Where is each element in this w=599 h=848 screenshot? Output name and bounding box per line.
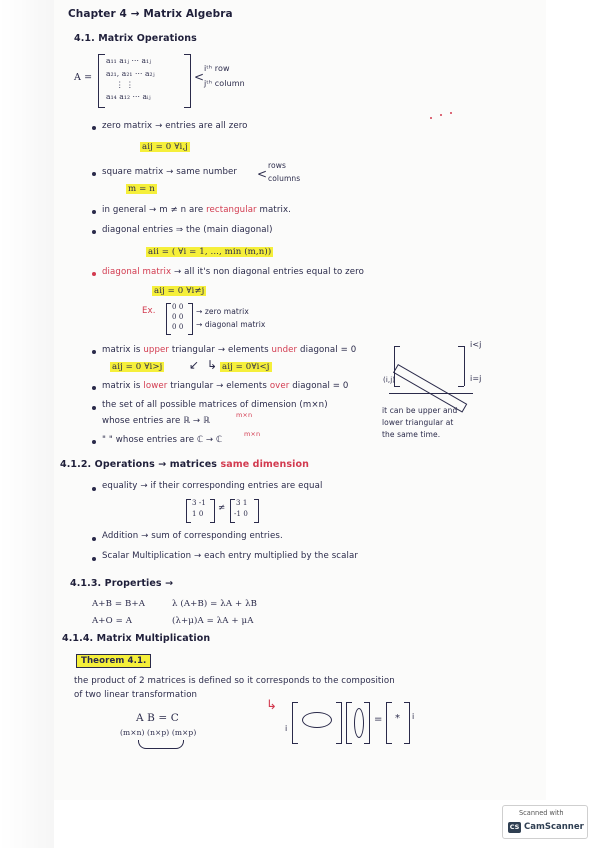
property-2: λ (A+B) = λA + λB <box>172 599 258 609</box>
eq-matrix-left-bracket <box>186 499 191 523</box>
theorem-line-2: of two linear transformation <box>74 690 198 700</box>
eq-matrix-2-row-2: -1 0 <box>234 510 248 518</box>
matrix-row-3: ⋮ ⋮ <box>116 80 134 89</box>
lower-suffix: diagonal = 0 <box>292 381 349 391</box>
general-line <box>102 205 291 215</box>
matrix-row-1: a₁₁ a₁ⱼ ··· a₁ⱼ <box>106 56 152 65</box>
mult-matrix-3-left-bracket <box>386 702 392 744</box>
mult-matrix-2-right-bracket <box>364 702 370 744</box>
property-4: (λ+μ)A = λA + μA <box>172 616 254 626</box>
upper-formula-2: aij = 0∀i<j <box>222 362 270 372</box>
figure-underline <box>389 393 473 394</box>
general-suffix: matrix. <box>259 205 291 215</box>
row-index-label: i <box>285 724 288 733</box>
bullet <box>92 487 96 491</box>
not-equal-sign: ≠ <box>218 503 226 513</box>
side-note-line-3: the same time. <box>382 430 441 439</box>
arrow-glyph: ↳ <box>207 358 218 372</box>
row-index-label-2: i <box>412 712 415 721</box>
notebook-page <box>54 0 546 800</box>
section-title-4-1-3: 4.1.3. Properties → <box>70 578 174 589</box>
example-matrix-row: 0 0 <box>172 313 184 321</box>
upper-triangular-line <box>102 345 356 355</box>
figure-label-i-eq-j: i=j <box>470 374 482 383</box>
eq-matrix-1-row-2: 1 0 <box>192 510 204 518</box>
figure-top-tick <box>394 346 400 347</box>
set-line-3: " " whose entries are ℂ → ℂ <box>102 435 223 445</box>
property-1: A+B = B+A <box>92 599 146 609</box>
figure-label-i-lt-j: i<j <box>470 340 482 349</box>
camscanner-logo-icon: CS <box>509 823 520 831</box>
diagonal-formula: aii = ( ∀i = 1, ..., min (m,n)) <box>148 247 272 257</box>
lower-over: over <box>269 381 290 391</box>
set-superscript-1: m×n <box>236 411 253 419</box>
figure-top-tick <box>458 346 464 347</box>
section-title-4-1-4: 4.1.4. Matrix Multiplication <box>62 633 211 644</box>
matrix-right-bracket <box>184 54 191 108</box>
square-rows: rows <box>268 161 286 170</box>
lower-term: lower <box>143 381 168 391</box>
matrix-row-4: a₁₄ a₁₂ ··· aᵢⱼ <box>106 92 151 101</box>
bullet <box>92 172 96 176</box>
upper-formula: aij = 0 ∀i>j <box>112 362 163 372</box>
column-note: jᵗʰ column <box>204 79 245 88</box>
example-matrix-row: 0 0 <box>172 303 184 311</box>
example-diagonal-matrix: → diagonal matrix <box>196 320 266 329</box>
scalar-multiplication-text: Scalar Multiplication → each entry multiplied by the scalar <box>102 551 358 561</box>
bullet <box>92 406 96 410</box>
red-mark <box>450 112 452 114</box>
product-dimensions: (m×n) (n×p) (m×p) <box>120 728 197 737</box>
section-title-4-1: 4.1. Matrix Operations <box>74 33 197 44</box>
equals-sign: = <box>374 714 383 725</box>
mult-matrix-2-left-bracket <box>346 702 352 744</box>
diagonal-matrix-term: diagonal matrix <box>102 267 172 277</box>
example-left-bracket <box>166 303 171 335</box>
section-title-4-1-2 <box>60 459 309 470</box>
red-arrow-icon: ↳ <box>266 698 277 713</box>
column-oval <box>354 708 364 738</box>
bullet <box>92 557 96 561</box>
camscanner-badge <box>502 805 588 839</box>
diagonal-matrix-formula: aij = 0 ∀i≠j <box>154 286 205 296</box>
brace-glyph: < <box>194 70 205 84</box>
dimension-brace <box>138 740 184 749</box>
red-mark <box>430 117 432 119</box>
lower-prefix: matrix is <box>102 381 141 391</box>
zero-matrix-text: zero matrix → entries are all zero <box>102 121 248 131</box>
side-note-line-1: it can be upper and <box>382 406 458 415</box>
upper-prefix: matrix is <box>102 345 141 355</box>
section-4-1-2-prefix: 4.1.2. Operations → matrices <box>60 459 218 470</box>
side-note-line-2: lower triangular at <box>382 418 454 427</box>
brace-glyph: < <box>257 167 268 181</box>
swap-arrow-glyph: ↙ <box>189 358 200 372</box>
eq-matrix-right-bracket <box>254 499 259 523</box>
matrix-lhs: A = <box>74 72 93 83</box>
bullet <box>92 210 96 214</box>
set-line-1: the set of all possible matrices of dimension (m×n) <box>102 400 328 410</box>
diagonal-entries-text: diagonal entries ⇒ the (main diagonal) <box>102 225 273 235</box>
diagonal-matrix-rest: → all it's non diagonal entries equal to zero <box>174 267 364 277</box>
figure-right-line <box>464 346 465 386</box>
figure-bottom-tick <box>394 386 400 387</box>
diagonal-matrix-line <box>102 267 364 277</box>
general-prefix: in general → m ≠ n are <box>102 205 204 215</box>
set-line-2: whose entries are ℝ → ℝ <box>102 416 210 426</box>
bullet <box>92 272 96 276</box>
square-matrix-text: square matrix → same number <box>102 167 238 177</box>
square-formula: m = n <box>128 184 155 194</box>
figure-bottom-tick <box>458 386 464 387</box>
example-matrix-row: 0 0 <box>172 323 184 331</box>
theorem-line-1: the product of 2 matrices is defined so it corresponds to the composition <box>74 676 395 686</box>
bullet <box>92 537 96 541</box>
scanned-with-text: Scanned with <box>519 809 564 817</box>
bullet <box>92 440 96 444</box>
product-equation: A B = C <box>136 712 179 724</box>
matrix-left-bracket <box>98 54 105 108</box>
equality-text: equality → if their corresponding entries are equal <box>102 481 323 491</box>
property-3: A+O = A <box>92 616 133 626</box>
camscanner-name: CamScanner <box>524 822 584 832</box>
example-zero-matrix: → zero matrix <box>196 307 249 316</box>
upper-suffix: diagonal = 0 <box>300 345 357 355</box>
page-fold-shadow <box>0 0 54 848</box>
mult-matrix-3-right-bracket <box>404 702 410 744</box>
lower-triangular-line <box>102 381 349 391</box>
theorem-label: Theorem 4.1. <box>76 654 151 668</box>
chapter-title: Chapter 4 → Matrix Algebra <box>68 8 233 20</box>
bullet <box>92 350 96 354</box>
eq-matrix-right-bracket <box>210 499 215 523</box>
mult-matrix-1-right-bracket <box>336 702 342 744</box>
result-entry: * <box>395 713 401 724</box>
mult-matrix-1-left-bracket <box>292 702 298 744</box>
set-superscript-2: m×n <box>244 430 261 438</box>
square-columns: columns <box>268 174 301 183</box>
upper-under: under <box>271 345 298 355</box>
upper-mid: triangular → elements <box>171 345 269 355</box>
addition-text: Addition → sum of corresponding entries. <box>102 531 283 541</box>
lower-mid: triangular → elements <box>170 381 267 391</box>
section-4-1-2-red: same dimension <box>220 459 309 470</box>
upper-term: upper <box>143 345 170 355</box>
bullet <box>92 126 96 130</box>
general-rectangular: rectangular <box>206 205 257 215</box>
figure-label-ij: (i,j) <box>383 376 396 384</box>
row-oval <box>302 712 332 728</box>
zero-matrix-formula: aij = 0 ∀i,j <box>142 142 188 152</box>
eq-matrix-2-row-1: 3 1 <box>236 499 248 507</box>
matrix-row-2: a₂₁, a₂₁ ··· a₂ⱼ <box>106 69 155 78</box>
bullet <box>92 230 96 234</box>
row-note: iᵗʰ row <box>204 64 230 73</box>
eq-matrix-1-row-1: 3 -1 <box>192 499 206 507</box>
red-mark <box>440 114 442 116</box>
example-right-bracket <box>188 303 193 335</box>
bullet <box>92 386 96 390</box>
example-label: Ex. <box>142 306 156 316</box>
